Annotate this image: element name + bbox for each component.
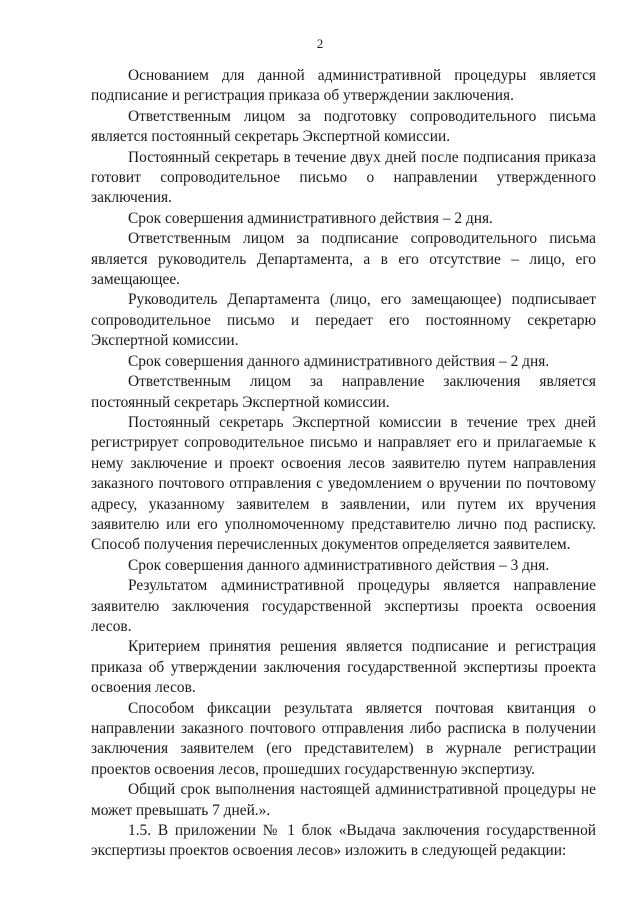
paragraph-responsible-preparation: Ответственным лицом за подготовку сопроводительного письма является постоянный секретарь Экспертной комиссии. [91, 107, 596, 146]
document-body [91, 66, 596, 862]
paragraph-head-signs: Руководитель Департамента (лицо, его замещающее) подписывает сопроводительное письмо и передает его постоянному секретарю Экспертной комиссии. [91, 291, 596, 350]
paragraph-section-1-5: 1.5. В приложении № 1 блок «Выдача заключения государственной экспертизы проектов освоения лесов» изложить в следующей редакции: [91, 822, 596, 860]
page-number: 2 [316, 36, 324, 51]
paragraph-total-term: Общий срок выполнения настоящей административной процедуры не может превышать 7 дней.». [91, 781, 596, 819]
paragraph-responsible-signing: Ответственным лицом за подписание сопроводительного письма является руководитель Департамента, а в его отсутствие – лицо, его замещающее. [91, 230, 596, 289]
paragraph-result: Результатом административной процедуры является направление заявителю заключения государственной экспертизы проекта освоения лесов. [91, 577, 596, 635]
paragraph-secretary-registers: Постоянный секретарь Экспертной комиссии в течение трех дней регистрирует сопроводительное письмо и направляет его и прилагаемые к нему заключение и проект освоения лесов заявителю путем направления заказного почтового отправления с уведомлением о вручении по почтовому адресу, указанному заявителем в заявлении, или путем их вручения заявителю или его уполномоченному представителю лично под расписку. Способ получения перечисленных документов определяется заявителем. [91, 413, 596, 554]
paragraph-secretary-prepares: Постоянный секретарь в течение двух дней после подписания приказа готовит сопроводительное письмо о направлении утвержденного заключения. [91, 148, 596, 207]
paragraph-basis: Основанием для данной административной процедуры является подписание и регистрация приказа об утверждении заключения. [91, 67, 596, 105]
paragraph-criterion: Критерием принятия решения является подписание и регистрация приказа об утверждении заключения государственной экспертизы проекта освоения лесов. [91, 638, 596, 697]
paragraph-term-1: Срок совершения административного действия – 2 дня. [128, 209, 493, 227]
paragraph-responsible-sending: Ответственным лицом за направление заключения является постоянный секретарь Экспертной комиссии. [91, 373, 596, 411]
paragraph-term-3: Срок совершения данного административного действия – 3 дня. [128, 556, 550, 574]
paragraph-fixation-method: Способом фиксации результата является почтовая квитанция о направлении заказного почтового отправления либо расписка в получении заключения заявителем (его представителем) в журнале регистрации проектов освоения лесов, прошедших государственную экспертизу. [91, 699, 596, 778]
paragraph-term-2: Срок совершения данного административного действия – 2 дня. [128, 352, 550, 370]
